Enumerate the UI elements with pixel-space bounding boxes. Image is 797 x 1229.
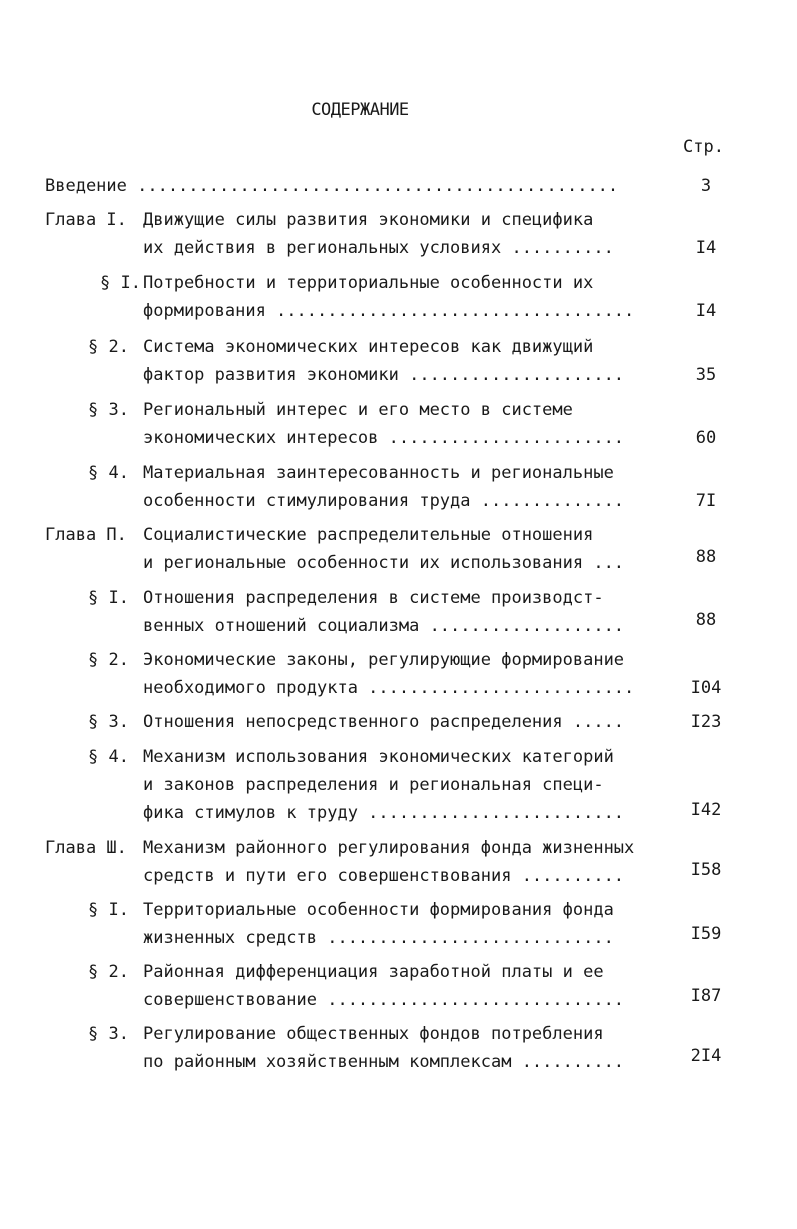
page-column-label: Стр. [683, 137, 724, 157]
toc-prefix: § 3. [88, 1024, 129, 1044]
toc-line: и законов распределения и региональная специ- [143, 775, 604, 795]
toc-prefix: § 4. [88, 747, 129, 767]
toc-line: необходимого продукта .......................... [143, 678, 635, 698]
toc-line: фика стимулов к труду ......................... [143, 803, 625, 823]
toc-line: экономических интересов ....................... [143, 428, 625, 448]
toc-page-number: I4 [695, 238, 717, 258]
toc-line: Материальная заинтересованность и региональные [143, 463, 614, 483]
toc-line: Механизм районного регулирования фонда жизненных [143, 838, 635, 858]
toc-line: средств и пути его совершенствования .......... [143, 866, 625, 886]
toc-line: венных отношений социализма ................... [143, 616, 625, 636]
toc-prefix: § 2. [88, 337, 129, 357]
toc-line: Районная дифференциация заработной платы и ее [143, 962, 604, 982]
toc-prefix: § I. [88, 588, 129, 608]
toc-line: по районным хозяйственным комплексам .......... [143, 1052, 625, 1072]
toc-prefix: § I. [100, 273, 141, 293]
toc-line: их действия в региональных условиях .......... [143, 238, 614, 258]
toc-prefix: § I. [88, 900, 129, 920]
toc-line: Экономические законы, регулирующие формирование [143, 650, 625, 670]
toc-page-number: I04 [690, 678, 722, 698]
toc-line: Система экономических интересов как движущий [143, 337, 594, 357]
toc-prefix: Глава Ш. [45, 838, 127, 858]
toc-page-number: I59 [690, 924, 722, 944]
toc-prefix: § 2. [88, 962, 129, 982]
toc-prefix: Глава П. [45, 525, 127, 545]
toc-line: формирования ................................... [143, 301, 635, 321]
page-title: СОДЕРЖАНИЕ [311, 100, 409, 120]
toc-page-number: I42 [690, 800, 722, 820]
toc-prefix: § 4. [88, 463, 129, 483]
toc-page-number: 60 [695, 428, 717, 448]
toc-page-number: 3 [700, 176, 712, 196]
toc-line: совершенствование ............................. [143, 990, 625, 1010]
toc-line: Потребности и территориальные особенности их [143, 273, 594, 293]
toc-line: Регулирование общественных фондов потребления [143, 1024, 604, 1044]
toc-line: фактор развития экономики ..................... [143, 365, 625, 385]
toc-line: Отношения распределения в системе производст- [143, 588, 604, 608]
toc-line: жизненных средств ............................ [143, 928, 614, 948]
toc-line: Введение ............................................... [45, 176, 619, 196]
toc-line: Социалистические распределительные отношения [143, 525, 594, 545]
toc-prefix: § 2. [88, 650, 129, 670]
toc-prefix: § 3. [88, 712, 129, 732]
toc-line: особенности стимулирования труда .............. [143, 491, 625, 511]
toc-line: Отношения непосредственного распределения ..... [143, 712, 625, 732]
toc-page-number: 88 [695, 610, 717, 630]
toc-line: и региональные особенности их использования ... [143, 553, 625, 573]
toc-page-number: 35 [695, 365, 717, 385]
toc-line: Региональный интерес и его место в системе [143, 400, 573, 420]
toc-line: Территориальные особенности формирования фонда [143, 900, 614, 920]
toc-line: Механизм использования экономических категорий [143, 747, 614, 767]
toc-page-number: 2I4 [690, 1046, 722, 1066]
toc-page-number: I23 [690, 712, 722, 732]
toc-prefix: § 3. [88, 400, 129, 420]
toc-page-number: 7I [695, 491, 717, 511]
toc-prefix: Глава I. [45, 210, 127, 230]
toc-line: Движущие силы развития экономики и специфика [143, 210, 594, 230]
toc-page-number: I58 [690, 860, 722, 880]
toc-page-number: I4 [695, 301, 717, 321]
toc-page-number: I87 [690, 986, 722, 1006]
toc-page-number: 88 [695, 547, 717, 567]
